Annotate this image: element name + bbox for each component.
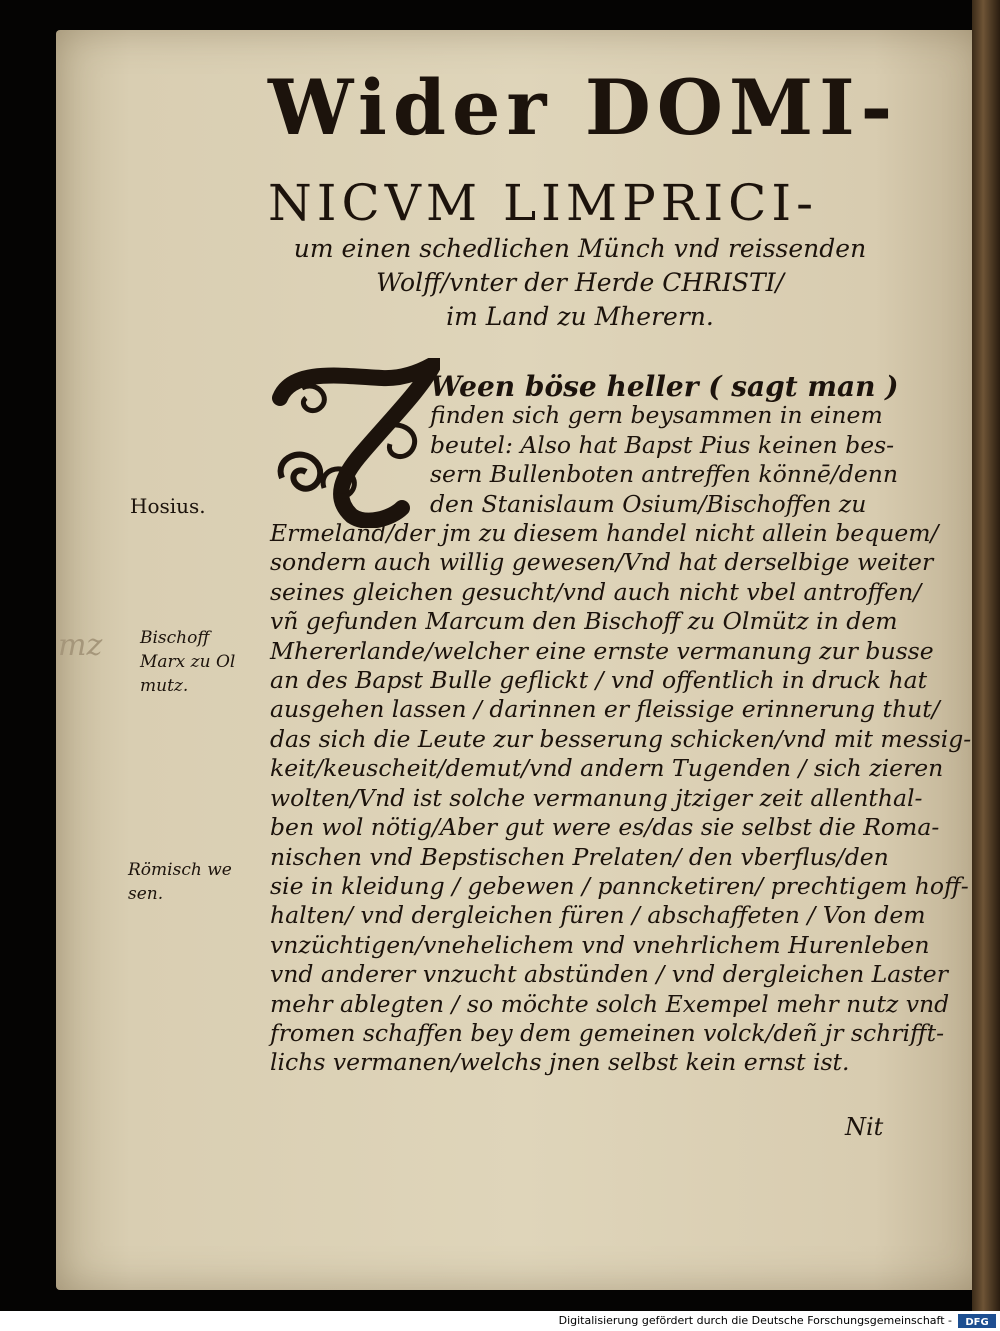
margin-note-hosius: Hosius.: [130, 494, 206, 518]
subtitle-line: Wolff/vnter der Herde CHRISTI/: [376, 268, 784, 297]
dfg-logo-icon: [958, 1314, 996, 1328]
body-line: halten/ vnd dergleichen füren / abschaffeten / Von dem: [270, 901, 926, 930]
subtitle-line: im Land zu Mherern.: [446, 302, 714, 331]
body-line: an des Bapst Bulle geflickt / vnd offentlich in druck hat: [270, 666, 928, 695]
subtitle-line: um einen schedlichen Münch vnd reissenden: [293, 234, 867, 263]
title-line-1: Wider DOMI-: [268, 63, 899, 152]
margin-note-line: mutz.: [140, 676, 189, 696]
body-line: beutel: Also hat Bapst Pius keinen bes-: [430, 430, 895, 459]
body-line: finden sich gern beysammen in einem: [430, 401, 883, 430]
body-line: fromen schaffen bey dem gemeinen volck/deñ jr schrifft-: [270, 1018, 945, 1047]
body-line: Ween böse heller ( sagt man ): [430, 370, 899, 403]
body-line: vnd anderer vnzucht abstünden / vnd dergleichen Laster: [270, 960, 948, 989]
body-line: mehr ablegten / so möchte solch Exempel mehr nutz vnd: [270, 989, 950, 1018]
body-line: nischen vnd Bepstischen Prelaten/ den vberflus/den: [270, 842, 889, 871]
body-line: seines gleichen gesucht/vnd auch nicht vbel antroffen/: [270, 577, 922, 606]
body-line: keit/keuscheit/demut/vnd andern Tugenden / sich zieren: [270, 754, 944, 783]
margin-note-line: sen.: [128, 884, 164, 904]
subtitle: [270, 232, 890, 334]
margin-note-line: Marx zu Ol: [140, 652, 236, 672]
title-line-2: NICVM LIMPRICI-: [268, 174, 819, 232]
body-line: Mhererlande/welcher eine ernste vermanung zur busse: [270, 636, 934, 665]
body-line: sondern auch willig gewesen/Vnd hat derselbige weiter: [270, 548, 934, 577]
body-line: vnzüchtigen/vnehelichem vnd vnehrlichem Hurenleben: [270, 930, 930, 959]
margin-note-line: Bischoff: [140, 628, 210, 648]
catchword: Nit: [845, 1113, 884, 1141]
margin-note-bischoff: [140, 626, 235, 698]
body-line: sie in kleidung / gebewen / panncketiren/ prechtigem hoff-: [270, 871, 969, 900]
footer-credit: Digitalisierung gefördert durch die Deutsche Forschungsgemeinschaft -: [558, 1314, 952, 1327]
body-line: wolten/Vnd ist solche vermanung jtziger zeit allenthal-: [270, 783, 923, 812]
margin-scribble: mz: [58, 628, 103, 663]
book-edge: [972, 0, 1000, 1311]
margin-note-roemisch: [128, 858, 232, 906]
dfg-logo-text: DFG: [965, 1317, 989, 1328]
body-line: sern Bullenboten antreffen könnē/denn: [430, 460, 899, 489]
body-text: [270, 370, 972, 1078]
body-line: ben wol nötig/Aber gut were es/das sie selbst die Roma-: [270, 813, 940, 842]
body-line: Ermeland/der jm zu diesem handel nicht allein bequem/: [270, 519, 939, 548]
body-line: vñ gefunden Marcum den Bischoff zu Olmütz in dem: [270, 607, 898, 636]
margin-note-line: Römisch we: [128, 860, 232, 880]
body-line: das sich die Leute zur besserung schicken/vnd mit messig-: [270, 724, 972, 753]
body-line: den Stanislaum Osium/Bischoffen zu: [430, 489, 867, 518]
digitization-footer: [0, 1311, 1000, 1331]
body-line: ausgehen lassen / darinnen er fleissige erinnerung thut/: [270, 695, 940, 724]
body-line: lichs vermanen/welchs jnen selbst kein ernst ist.: [270, 1048, 850, 1077]
